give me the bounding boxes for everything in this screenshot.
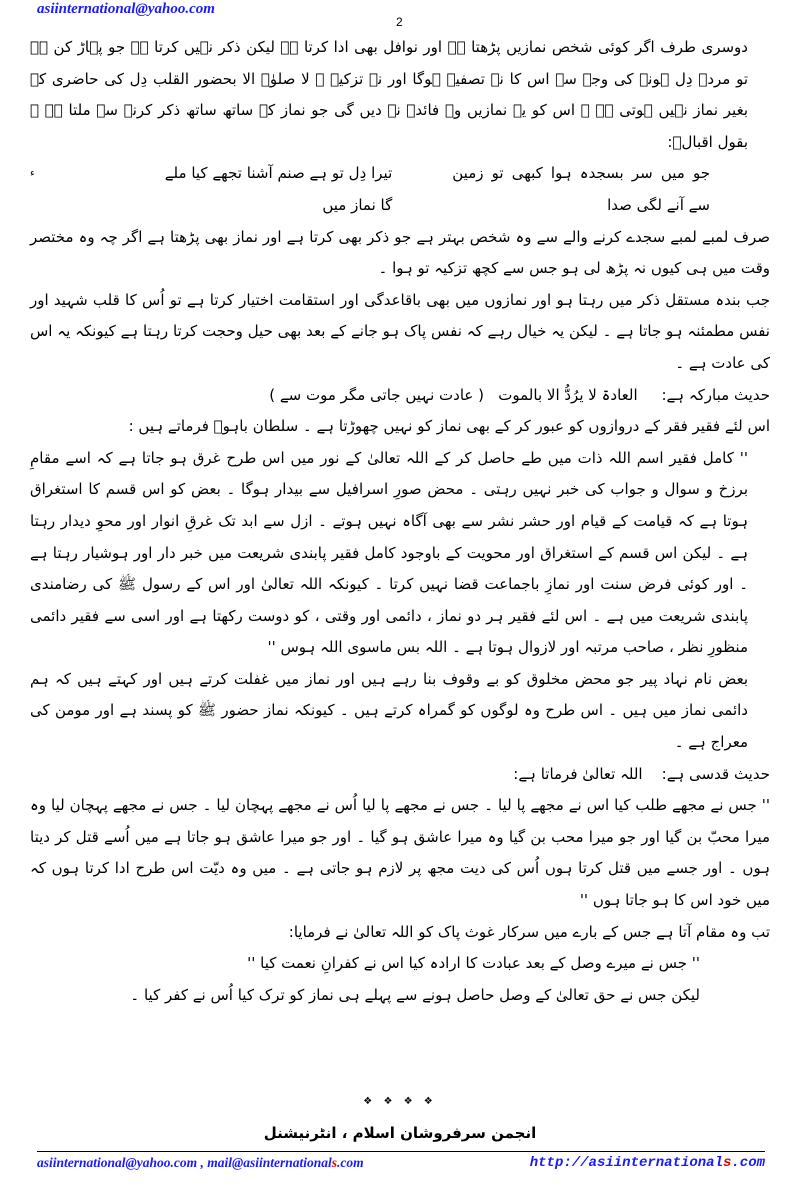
couplet-line-1: جو میں سر بسجدہ ہوا کبھی تو زمین سے آنے لگی صدا: [452, 164, 710, 214]
paragraph-8: تب وہ مقام آتا ہے جس کے بارے میں سرکار غوث پاک کو اللہ تعالیٰ نے فرمایا:: [288, 922, 770, 941]
qudsi-label: حدیث قدسی ہے:: [661, 764, 770, 783]
qudsi-intro: اللہ تعالیٰ فرماتا ہے:: [513, 764, 643, 783]
footer-emails-suffix: .com: [337, 1155, 364, 1170]
footer-url-prefix: http://asiinternational: [529, 1155, 723, 1171]
iqbal-couplet: [30, 158, 770, 221]
ornament-divider: ❖ ❖ ❖ ❖: [363, 1096, 437, 1107]
hadith-translation: ( عادت نہیں جاتی مگر موت سے ): [269, 385, 484, 404]
quote-ghaus-pak: '' جس نے میرے وصل کے بعد عبادت کا ارادہ کیا اس نے کفرانِ نعمت کیا '': [247, 954, 700, 973]
paragraph-4: اس لئے فقیر فقر کے دروازوں کو عبور کر کے بھی نماز کو نہیں چھوڑتا ہے ۔ سلطان باہوؒ فرماتے ہیں :: [128, 417, 770, 436]
paragraph-10: لیکن جس نے حق تعالیٰ کے وصل حاصل ہونے سے پہلے ہی نماز کو ترک کیا اُس نے کفر کیا ۔: [130, 985, 700, 1004]
header-email-link[interactable]: asiinternational@yahoo.com: [37, 1, 215, 17]
footer-url-suffix: .com: [731, 1155, 765, 1171]
paragraph-6: بعض نام نہاد پیر جو محض مخلوق کو بے وقوف بنا رہے ہیں اور نماز میں غفلت کرتے ہیں اور کہتے ہیں کہ ہم دائمی نماز میں ہیں ۔ اس طرح وہ لوگوں کو گمراہ کرتے ہیں ۔ کیونکہ نماز حضور ﷺ کو پسند ہے اور مومن کی معراج ہے ۔: [30, 669, 748, 752]
paragraph-3: جب بندہ مستقل ذکر میں رہتا ہو اور نمازوں میں بھی باقاعدگی اور استقامت اختیار کرتا ہے تو اُس کا قلب شہید اور نفس مطمئنہ ہو جاتا ہے ۔ لیکن یہ خیال رہے کہ نفس پاک ہو جانے کے بعد بھی حیل وحجت کرتا رہتا ہے کیونکہ یہ اس کی عادت ہے ۔: [30, 290, 770, 372]
paragraph-1: دوسری طرف اگر کوئی شخص نمازیں پڑھتا ہے اور نوافل بھی ادا کرتا ہے لیکن ذکر نہیں کرتا ہے جو پہاڑ کن ہے تو مردہ دِل ہونے کی وجہ سے اس کا نہ تصفیہ ہوگا اور نہ تزکیہ ۔ لا صلوٰۃ الا بحضور القلب دِل کی حاضری کے بغیر نماز نہیں ہوتی ہے ۔ اس کو یہ نمازیں وہ فائدہ نہ دیں گی جو نماز کے ساتھ ساتھ ذکر کرنے سے ملتا ہے ۔ بقول اقبالؒ:: [30, 38, 748, 151]
footer-website-link[interactable]: [530, 1155, 765, 1171]
couplet-line-2: تیرا دِل تو ہے صنم آشنا تجھے کیا ملے گا نماز میں: [164, 164, 393, 214]
footer-emails-red-letter: s: [331, 1155, 338, 1170]
footer-rule: [37, 1151, 765, 1152]
footer-emails-prefix: asiinternational@yahoo.com , mail@asiinternational: [37, 1155, 332, 1170]
quote-sultan-bahu: '' کامل فقیر اسم اللہ ذات میں طے حاصل کر کے اللہ تعالیٰ کے نور میں اس طرح غرق ہو جاتا ہے کہ اسے مقامِ برزخ و سوال و جواب کی خبر نہیں رہتی ۔ محض صورِ اسرافیل سے بیدار ہوگا ۔ بعض کو اس قسم کا استغراق ہوتا ہے کہ قیامت کے قیام اور حشر نشر سے بھی آگاہ نہیں ہوتے ۔ ازل سے ابد تک غرقِ انوار اور محوِ دیدار رہتا ہے ۔ لیکن اس قسم کے استغراق اور محویت کے باوجود کامل فقیر پابندی شریعت میں خبر دار اور ہوشیار رہتا ہے ۔ اور کوئی فرض سنت اور نمازِ باجماعت قضا نہیں کرتا ۔ کیونکہ اللہ تعالیٰ اور اس کے رسول ﷺ کی رضامندی پابندی شریعت میں ہے ۔ اس لئے فقیر ہر دو نماز ، دائمی اور وقتی ، کو دوست رکھتا ہے اور اسی سے فقیر دائمی منظورِ نظر ، صاحب مرتبہ اور لازوال ہوتا ہے ۔ اللہ بس ماسوی اللہ ہوس '': [30, 448, 748, 657]
hadith-label: حدیث مبارکہ ہے:: [661, 385, 770, 404]
quote-hadith-qudsi: '' جس نے مجھے طلب کیا اس نے مجھے پا لیا ۔ جس نے مجھے پا لیا اُس نے مجھے پہچان لیا ۔ جس نے مجھے پہچان لیا وہ میرا محبّ بن گیا اور جو میرا محب بن گیا وہ میرا عاشق ہو گیا ۔ اور جو میرا عاشق ہو جاتا ہے میں اُسے قتل کر دیتا ہوں ۔ اور جسے میں قتل کرتا ہوں اُس کی دیت مجھ پر لازم ہو جاتی ہے ۔ میں وہ دیّت اس طرح ادا کرتا ہوں کہ میں خود اس کا ہو جاتا ہوں '': [30, 796, 770, 910]
paragraph-2: صرف لمبے لمبے سجدے کرنے والے سے وہ شخص بہتر ہے جو ذکر بھی کرتا ہے اور نماز بھی پڑھتا ہے اگر چہ وہ مختصر وقت میں ہی کیوں نہ پڑھ لی ہو جس سے کچھ تزکیہ تو ہوا ۔: [30, 227, 770, 278]
hadith-line: [30, 380, 770, 412]
page-number: 2: [396, 15, 403, 29]
couplet-mark: ء: [30, 168, 35, 180]
footer-url-red-letter: s: [722, 1155, 732, 1171]
document-body: [30, 32, 770, 1011]
footer-emails-link[interactable]: [37, 1155, 364, 1171]
hadith-arabic: العادۃ لا یرُدُّ الا بالموت: [498, 385, 638, 404]
organization-name: انجمن سرفروشان اسلام ، انٹرنیشنل: [263, 1124, 537, 1142]
qudsi-line: [30, 759, 770, 791]
